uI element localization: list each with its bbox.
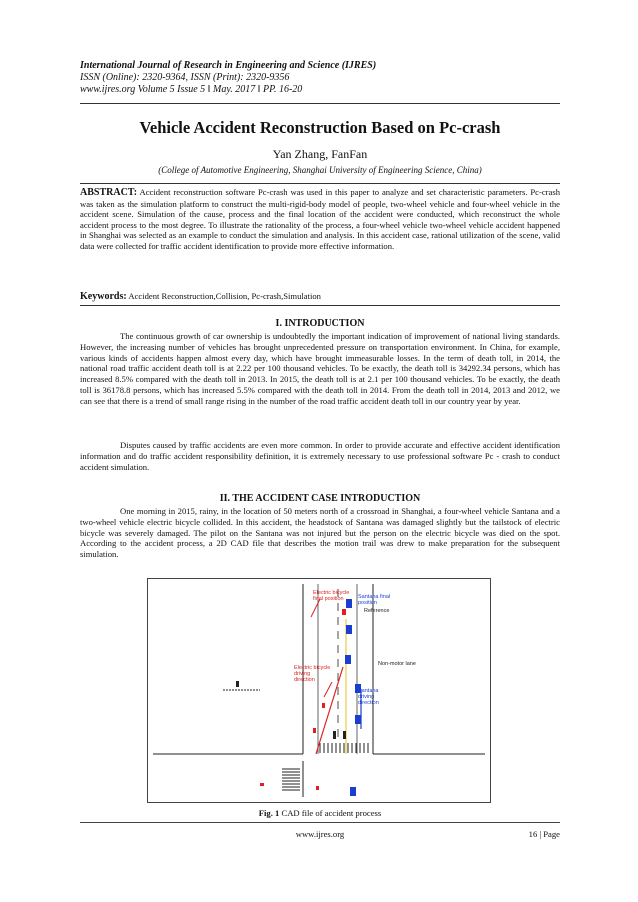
footer-page-number: 16 | Page — [528, 829, 560, 839]
bike-mark-1 — [322, 703, 325, 708]
label-bike-dir-2: driving — [294, 671, 311, 677]
bike-trajectory — [316, 667, 343, 754]
section-2-heading: II. THE ACCIDENT CASE INTRODUCTION — [219, 493, 421, 504]
labels-black — [364, 608, 416, 667]
crosswalk-markers — [333, 731, 346, 739]
abstract — [80, 187, 560, 252]
section-1-paragraph-2: Disputes caused by traffic accidents are even more common. In order to provide accurate and effective accident identification information and do traffic accident responsibility definition, it is extremely necessary to use professional software Pc - crash to conduct accident simulation. — [80, 440, 560, 472]
cad-figure — [147, 578, 491, 803]
label-santana-final-2: position — [358, 600, 377, 606]
santana-icon-5 — [355, 715, 361, 724]
figure-caption — [80, 808, 560, 818]
bike-mark-3 — [316, 786, 319, 790]
crosswalk-bottom — [282, 769, 300, 790]
abstract-label: ABSTRACT: — [80, 187, 138, 198]
santana-icon-3 — [345, 655, 351, 664]
paper-title: Vehicle Accident Reconstruction Based on Pc-crash — [139, 118, 501, 137]
reference-mark-left — [223, 681, 260, 690]
keywords-text: Accident Reconstruction,Collision, Pc-crash,Simulation — [128, 291, 321, 301]
label-santana-dir-1: Santana — [358, 688, 379, 694]
journal-issn: ISSN (Online): 2320-9364, ISSN (Print): 2320-9356 — [80, 72, 290, 83]
section-1-heading: I. INTRODUCTION — [275, 318, 365, 329]
santana-icon-6 — [350, 787, 356, 796]
cad-drawing — [148, 579, 490, 802]
figure-caption-text: CAD file of accident process — [279, 808, 382, 818]
label-bike-final-1: Electric bicycle — [313, 590, 350, 596]
label-bike-dir-3: direction — [294, 677, 315, 683]
bike-mark-2 — [313, 728, 316, 733]
journal-volume: www.ijres.org Volume 5 Issue 5 ǁ May. 2017 ǁ PP. 16-20 — [80, 84, 303, 95]
keywords-rule — [80, 305, 560, 306]
section-1-paragraph-1: The continuous growth of car ownership is undoubtedly the important indication of improvement of national living standards. However, the increasing number of vehicles has brought unprecedented pressure on transportation environment. In China, for example, various kinds of accidents happen almost every day, which have brought immeasurable losses. In the term of death toll, in 2014, the national road traffic accident death toll is at 2.22 per 100 thousand vehicles. To be exactly, the death toll is 34292.34 persons, which has increased 8.5% compared with the death toll in 2013. In 2015, the death toll is at 2.1 per 100 thousand vehicles. To be exactly, the death toll is 36178.8 persons, which has increased 5.5% compared with the death toll in 2014. From the death toll in 2014, 2013 and 2012, we can see that there is a trend of small range rising in the number of the road traffic accident death toll in our country year by year. — [80, 331, 560, 406]
paper-affiliation: (College of Automotive Engineering, Shanghai University of Engineering Science, China) — [158, 165, 482, 175]
footer-rule — [80, 822, 560, 823]
label-bike-dir-1: Electric bicycle — [294, 665, 331, 671]
bike-dir-arrow — [324, 682, 332, 697]
journal-name: International Journal of Research in Engineering and Science (IJRES) — [80, 60, 377, 71]
label-santana-dir-2: driving — [358, 694, 375, 700]
paper-authors: Yan Zhang, FanFan — [272, 147, 368, 161]
abstract-top-rule — [80, 183, 560, 184]
figure-caption-label: Fig. 1 — [258, 808, 280, 818]
bike-mark-4 — [260, 783, 264, 786]
labels-red — [294, 590, 349, 683]
crosswalk-top — [320, 743, 368, 753]
label-nonmotor: Non-motor lane — [378, 661, 416, 667]
section-2-paragraph-1: One morning in 2015, rainy, in the location of 50 meters north of a crossroad in Shanghai, a four-wheel vehicle Santana and a two-wheel vehicle electric bicycle collided. In this accident, the headstock of Santana was damaged slightly but the tailstock of electric bicycle was severely damaged. The pilot on the Santana was not injured but the person on the electric bicycle was died on the spot. According to the accident process, a 2D CAD file that describes the motion trail was drew to make preparation for the subsequent simulation. — [80, 506, 560, 560]
header-rule — [80, 103, 560, 104]
keywords — [80, 291, 560, 302]
santana-icon-2 — [346, 625, 352, 634]
keywords-label: Keywords: — [80, 291, 127, 302]
label-santana-dir-3: direction — [358, 700, 379, 706]
santana-final-icon — [346, 599, 352, 608]
label-reference: Reference — [364, 608, 390, 614]
journal-header — [80, 60, 560, 96]
label-bike-final-2: final position — [313, 596, 344, 602]
abstract-text: Accident reconstruction software Pc-crash was used in this paper to analyze and set characteristic parameters. Pc-crash was taken as the simulation platform to construct the multi-rigid-body model of people, two-wheel vehicle and four-wheel vehicle in the accident scene. Simulation of the cause, process and the final location of the accident were conducted, which reconstruct the whole accident process to the most degree. To illustrate the rationality of the process, a four-wheel vehicle two-wheel vehicle accident happened in Shanghai was selected as an example to conduct the simulation and analysis. In this accident case, rational utilization of the scene, valid data were collected for traffic accident identification to provide more effective information. — [80, 187, 560, 251]
footer-url: www.ijres.org — [295, 829, 345, 839]
bike-final-icon — [342, 609, 346, 615]
label-santana-final-1: Santana final — [358, 594, 391, 600]
